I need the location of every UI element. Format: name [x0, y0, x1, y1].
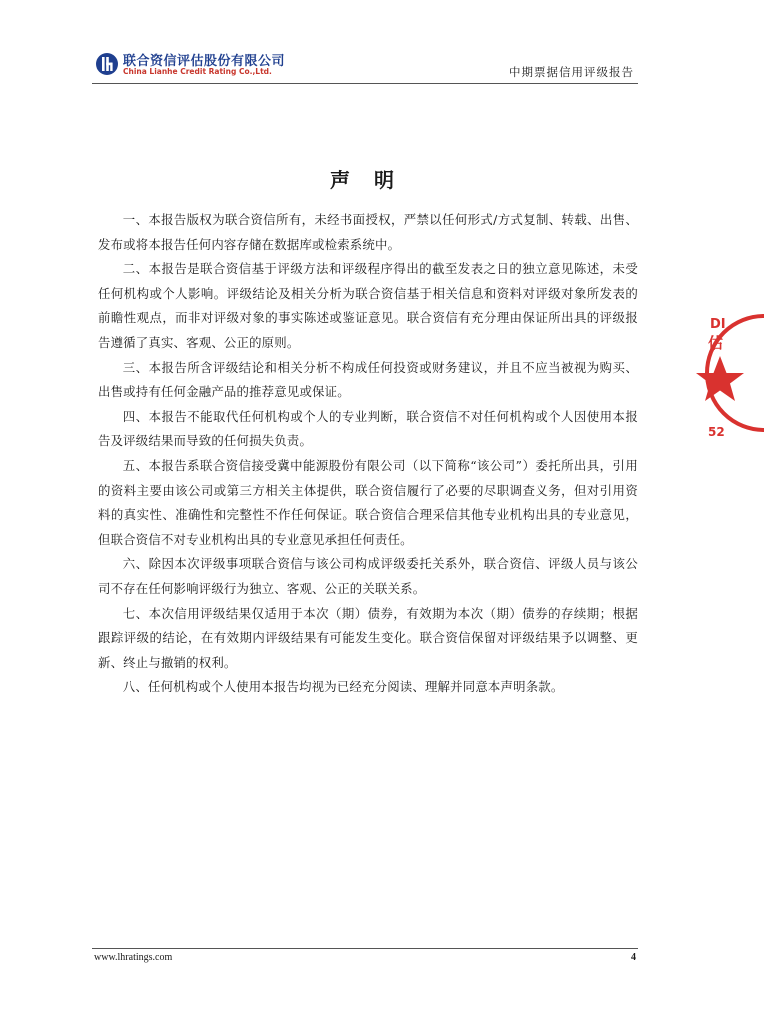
page-header — [92, 48, 638, 84]
footer-website-url: www.lhratings.com — [94, 952, 173, 963]
company-seal-stamp — [704, 298, 764, 448]
header-divider — [92, 83, 638, 84]
statement-body — [98, 208, 638, 700]
stamp-text-top: DI — [710, 317, 726, 332]
statement-paragraph: 一、本报告版权为联合资信所有，未经书面授权，严禁以任何形式/方式复制、转载、出售、发布或将本报告任何内容存储在数据库或检索系统中。 — [98, 212, 638, 252]
company-name-en: China Lianhe Credit Rating Co.,Ltd. — [123, 67, 272, 76]
statement-paragraph: 二、本报告是联合资信基于评级方法和评级程序得出的截至发表之日的独立意见陈述，未受任何机构或个人影响。评级结论及相关分析为联合资信基于相关信息和资料对评级对象所发表的前瞻性观点，而非对评级对象的事实陈述或鉴证意见。联合资信有充分理由保证所出具的评级报告遵循了真实、客观、公正的原则。 — [98, 261, 638, 350]
statement-paragraph: 八、任何机构或个人使用本报告均视为已经充分阅读、理解并同意本声明条款。 — [122, 679, 564, 695]
statement-paragraph: 三、本报告所含评级结论和相关分析不构成任何投资或财务建议，并且不应当被视为购买、出售或持有任何金融产品的推荐意见或保证。 — [98, 359, 638, 400]
page-title: 声明 — [330, 168, 418, 192]
statement-paragraph: 六、除因本次评级事项联合资信与该公司构成评级委托关系外，联合资信、评级人员与该公司不存在任何影响评级行为独立、客观、公正的关联关系。 — [98, 556, 638, 596]
lianhe-logo-icon — [95, 52, 119, 76]
stamp-text-side: 估 — [708, 334, 724, 352]
page-number: 4 — [631, 952, 636, 963]
company-name-cn: 联合资信评估股份有限公司 — [123, 54, 286, 69]
footer-divider — [92, 948, 638, 949]
stamp-text-bottom: 52 — [708, 425, 725, 439]
statement-paragraph: 五、本报告系联合资信接受冀中能源股份有限公司（以下简称“该公司”）委托所出具，引用的资料主要由该公司或第三方相关主体提供，联合资信履行了必要的尽职调查义务，但对引用资料的真实性、准确性和完整性不作任何保证。联合资信合理采信其他专业机构出具的专业意见，但联合资信不对专业机构出具的专业意见承担任何责任。 — [98, 457, 638, 547]
report-type: 中期票据信用评级报告 — [509, 65, 634, 79]
statement-paragraph: 四、本报告不能取代任何机构或个人的专业判断，联合资信不对任何机构或个人因使用本报告及评级结果而导致的任何损失负责。 — [98, 408, 638, 449]
statement-paragraph: 七、本次信用评级结果仅适用于本次（期）债券，有效期为本次（期）债券的存续期；根据跟踪评级的结论，在有效期内评级结果有可能发生变化。联合资信保留对评级结果予以调整、更新、终止与撤销的权利。 — [98, 605, 638, 670]
